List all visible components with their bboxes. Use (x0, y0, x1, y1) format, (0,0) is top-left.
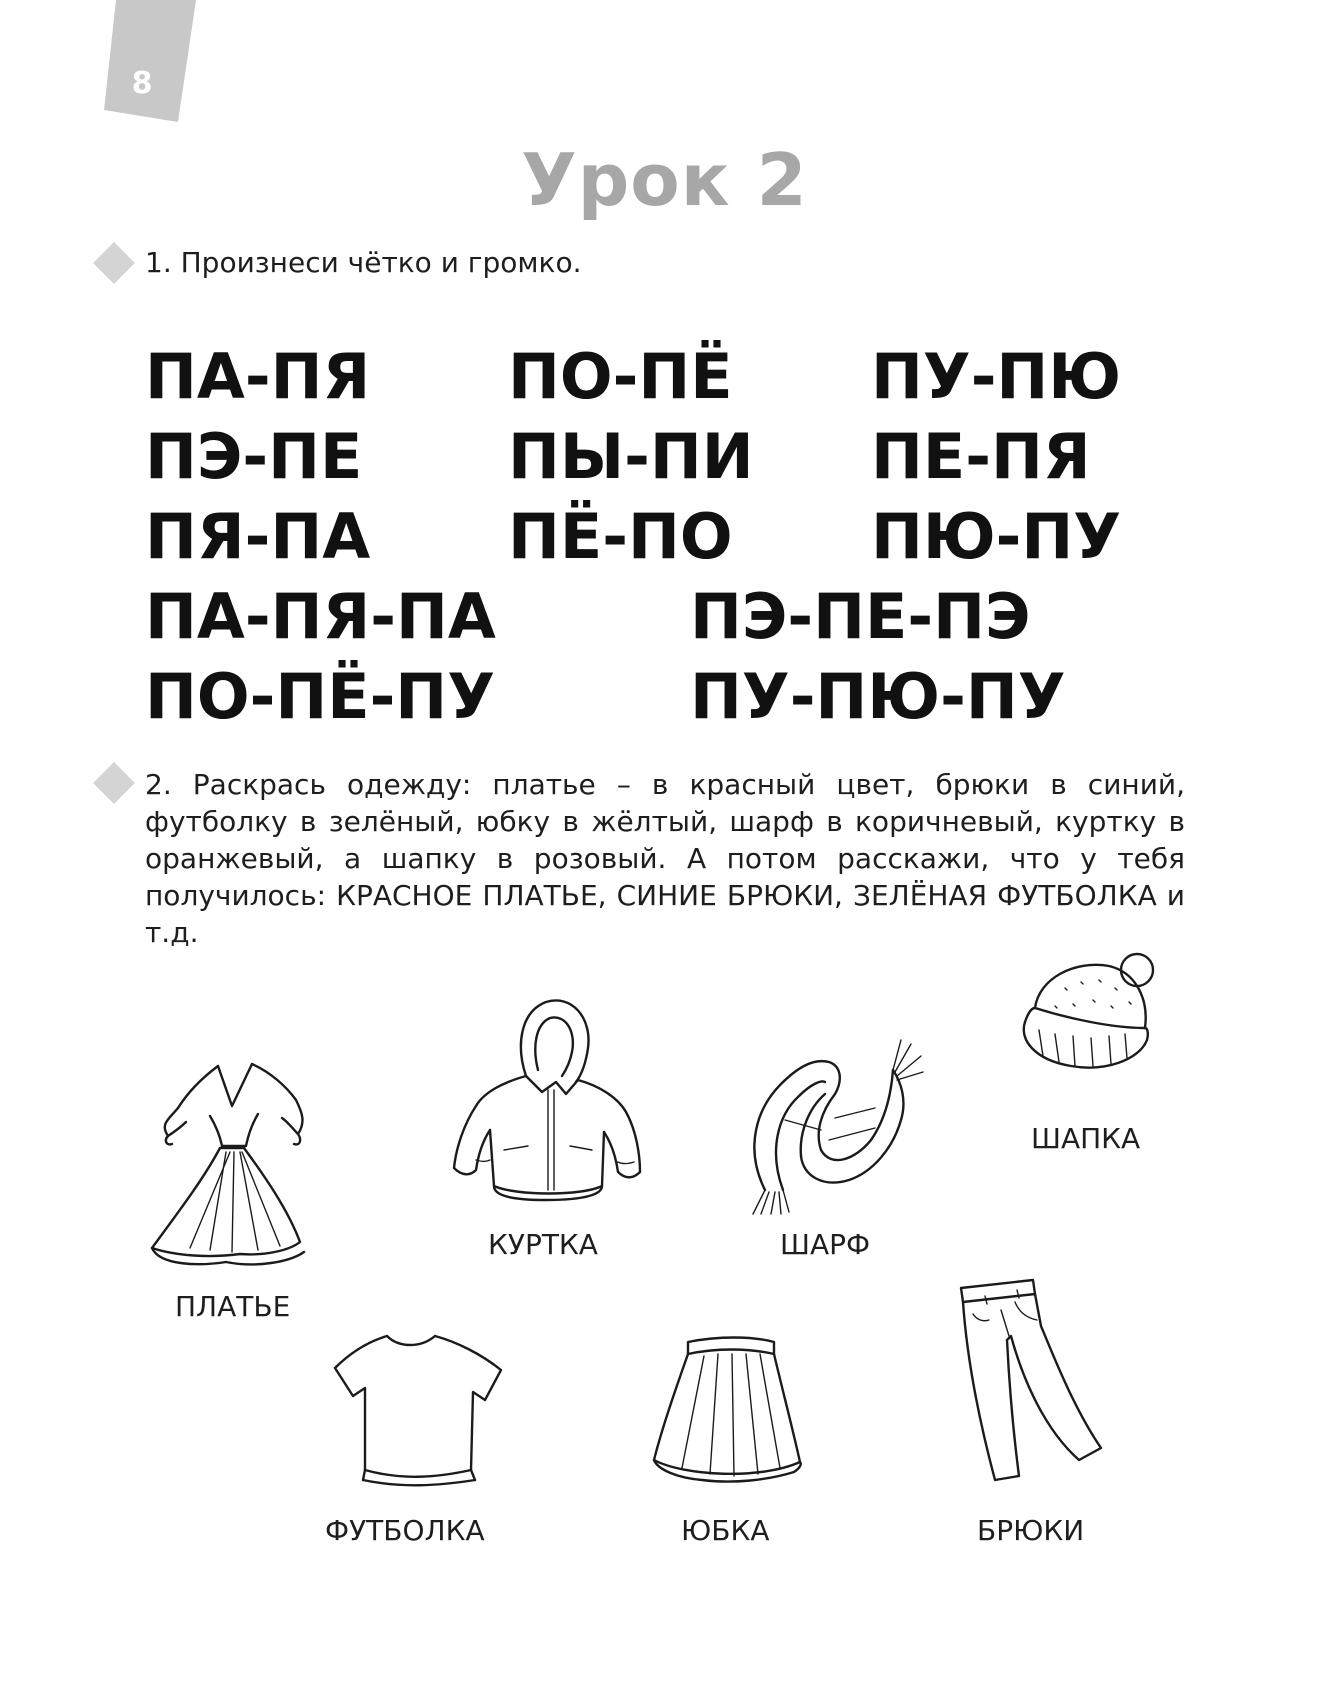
page-number-tab (104, 0, 196, 122)
syllable-row4-col2: ПЭ-ПЕ-ПЭ (690, 580, 1031, 653)
task-2-instruction: 2. Раскрась одежду: платье – в красный цвет, брюки в синий, футболку в зелёный, юбку в жёлтый, шарф в коричневый, куртку в оранжевый, а шапку в розовый. А потом расскажи, что у тебя получилось: КРАСНОЕ ПЛАТЬЕ, СИНИЕ БРЮКИ, ЗЕЛЁНАЯ ФУТБОЛКА и т.д. (145, 768, 1185, 949)
syllable-row1-col3: ПУ-ПЮ (871, 340, 1122, 413)
scarf-illustration[interactable] (725, 1000, 925, 1215)
syllable-row5-col1: ПО-ПЁ-ПУ (145, 660, 495, 733)
syllable-row1-col1: ПА-ПЯ (145, 340, 371, 413)
task-2-bullet-icon (91, 760, 137, 806)
tshirt-label: ФУТБОЛКА (325, 1514, 485, 1547)
jacket-illustration[interactable] (446, 990, 646, 1210)
task-1-instruction: 1. Произнеси чётко и громко. (145, 246, 582, 279)
syllable-row3-col3: ПЮ-ПУ (871, 500, 1122, 573)
hat-illustration[interactable] (1015, 948, 1165, 1073)
syllable-row2-col2: ПЫ-ПИ (508, 420, 754, 493)
dress-label: ПЛАТЬЕ (175, 1290, 291, 1323)
syllable-row2-col1: ПЭ-ПЕ (145, 420, 363, 493)
trousers-illustration[interactable] (955, 1270, 1115, 1485)
skirt-illustration[interactable] (648, 1330, 808, 1485)
syllable-row3-col2: ПЁ-ПО (508, 500, 733, 573)
task-1-bullet-icon (91, 240, 137, 286)
syllable-row3-col1: ПЯ-ПА (145, 500, 371, 573)
syllable-row4-col1: ПА-ПЯ-ПА (145, 580, 496, 653)
page-number: 8 (131, 66, 153, 101)
tshirt-illustration[interactable] (325, 1330, 510, 1490)
syllable-row5-col2: ПУ-ПЮ-ПУ (690, 660, 1066, 733)
syllable-row1-col2: ПО-ПЁ (508, 340, 733, 413)
syllable-row2-col3: ПЕ-ПЯ (871, 420, 1091, 493)
trousers-label: БРЮКИ (977, 1514, 1085, 1547)
dress-illustration[interactable] (140, 1060, 330, 1270)
hat-label: ШАПКА (1031, 1122, 1141, 1155)
scarf-label: ШАРФ (780, 1228, 871, 1261)
skirt-label: ЮБКА (681, 1514, 770, 1547)
jacket-label: КУРТКА (488, 1228, 598, 1261)
lesson-title: Урок 2 (521, 138, 808, 222)
